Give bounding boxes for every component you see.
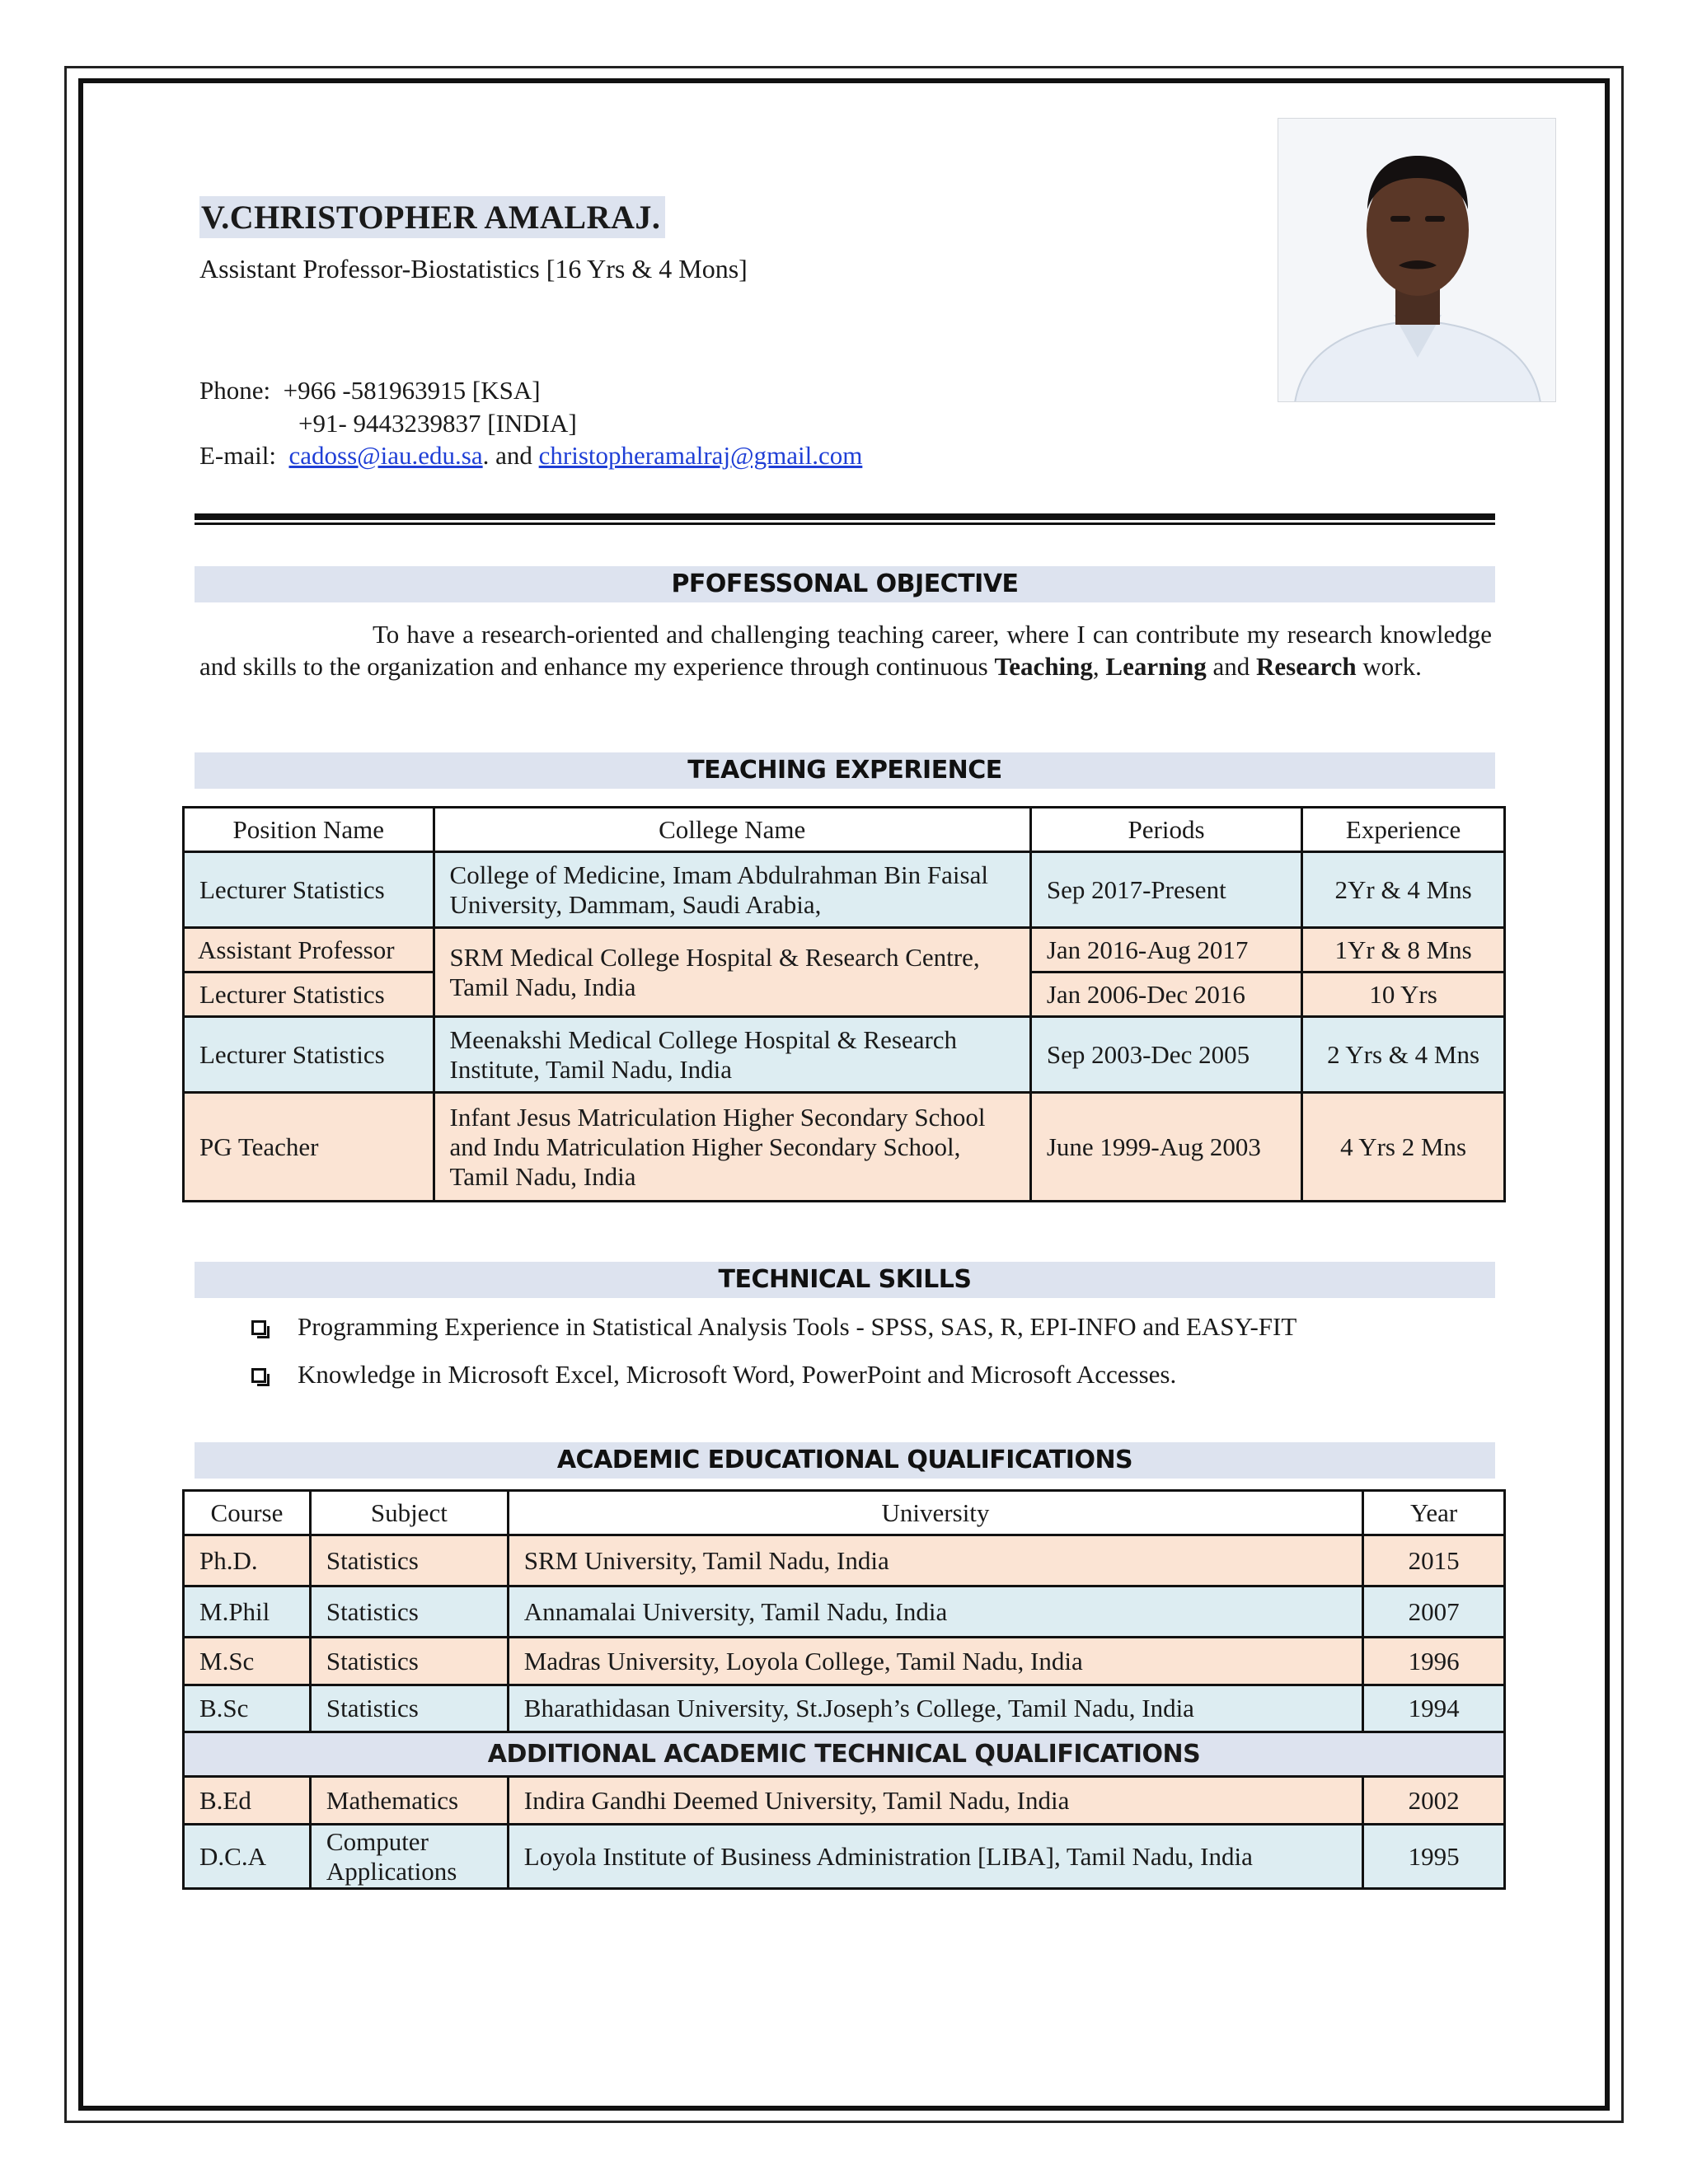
objective-sep-2: and: [1206, 652, 1256, 681]
table-row: [184, 1535, 1505, 1586]
header-divider: [195, 513, 1495, 520]
phone-ksa: +966 -581963915 [KSA]: [283, 376, 541, 405]
table-row: [184, 1825, 1505, 1889]
table-row: [184, 928, 1505, 972]
cell-period: June 1999-Aug 2003: [1030, 1093, 1301, 1202]
candidate-name: V.CHRISTOPHER AMALRAJ.: [199, 196, 665, 238]
cell-subject: Statistics: [310, 1586, 508, 1638]
cell-year: 1995: [1363, 1825, 1505, 1889]
cell-experience: 4 Yrs 2 Mns: [1302, 1093, 1505, 1202]
header-year: Year: [1363, 1491, 1505, 1535]
table-row: [184, 1586, 1505, 1638]
cell-experience: 1Yr & 8 Mns: [1302, 928, 1505, 972]
objective-end: work.: [1356, 652, 1422, 681]
cell-period: Sep 2017-Present: [1030, 852, 1301, 928]
cell-university: Bharathidasan University, St.Joseph’s College, Tamil Nadu, India: [508, 1685, 1362, 1732]
header-experience: Experience: [1302, 808, 1505, 852]
phone-india: +91- 9443239837 [INDIA]: [298, 409, 577, 438]
section-teaching-heading: TEACHING EXPERIENCE: [195, 752, 1495, 789]
cell-subject: Statistics: [310, 1535, 508, 1586]
cell-subject: Mathematics: [310, 1777, 508, 1825]
email-label: E-mail:: [199, 441, 276, 470]
cell-position: Lecturer Statistics: [184, 1017, 434, 1093]
cell-college: Meenakshi Medical College Hospital & Research Institute, Tamil Nadu, India: [434, 1017, 1030, 1093]
cell-course: Ph.D.: [184, 1535, 311, 1586]
cell-course: D.C.A: [184, 1825, 311, 1889]
objective-learning: Learning: [1105, 652, 1207, 681]
objective-paragraph: [199, 618, 1492, 682]
email-line: [199, 441, 862, 471]
skills-list: [251, 1312, 1296, 1408]
header-university: University: [508, 1491, 1362, 1535]
skill-text: Knowledge in Microsoft Excel, Microsoft Word, PowerPoint and Microsoft Accesses.: [298, 1360, 1177, 1389]
cell-university: Loyola Institute of Business Administration [LIBA], Tamil Nadu, India: [508, 1825, 1362, 1889]
table-row: [184, 1093, 1505, 1202]
cell-position: PG Teacher: [184, 1093, 434, 1202]
checkbox-bullet-icon: [251, 1320, 266, 1335]
cell-period: Jan 2016-Aug 2017: [1030, 928, 1301, 972]
cell-year: 2007: [1363, 1586, 1505, 1638]
cell-subject: Statistics: [310, 1638, 508, 1685]
table-row: [184, 1017, 1505, 1093]
phone-line-1: [199, 376, 541, 405]
cell-period: Jan 2006-Dec 2016: [1030, 972, 1301, 1017]
profile-photo: [1278, 118, 1556, 402]
objective-sep-1: ,: [1092, 652, 1106, 681]
email-link-2[interactable]: christopheramalraj@gmail.com: [538, 441, 863, 470]
objective-research: Research: [1255, 652, 1357, 681]
section-objective-heading: PFOFESSONAL OBJECTIVE: [195, 566, 1495, 602]
cell-course: M.Sc: [184, 1638, 311, 1685]
table-header-row: [184, 1491, 1505, 1535]
cell-university: Indira Gandhi Deemed University, Tamil Nadu, India: [508, 1777, 1362, 1825]
list-item: [251, 1360, 1296, 1408]
candidate-designation: Assistant Professor-Biostatistics [16 Yrs & 4 Mons]: [199, 254, 748, 284]
checkbox-bullet-icon: [251, 1368, 266, 1383]
header-periods: Periods: [1030, 808, 1301, 852]
table-row: [184, 1638, 1505, 1685]
cell-experience: 2Yr & 4 Mns: [1302, 852, 1505, 928]
cell-year: 2015: [1363, 1535, 1505, 1586]
section-academic-heading: ACADEMIC EDUCATIONAL QUALIFICATIONS: [195, 1442, 1495, 1479]
cell-course: M.Phil: [184, 1586, 311, 1638]
cell-course: B.Sc: [184, 1685, 311, 1732]
teaching-experience-table: [182, 806, 1506, 1202]
cell-experience: 2 Yrs & 4 Mns: [1302, 1017, 1505, 1093]
table-header-row: [184, 808, 1505, 852]
cell-position: Assistant Professor: [184, 928, 434, 972]
table-row: [184, 1685, 1505, 1732]
objective-text: To have a research-oriented and challenging teaching career, where I can contribute my research knowledge and skills to the organization and enhance my experience through continuous: [199, 620, 1492, 681]
section-additional-heading: ADDITIONAL ACADEMIC TECHNICAL QUALIFICATIONS: [184, 1732, 1505, 1777]
cell-year: 1994: [1363, 1685, 1505, 1732]
list-item: [251, 1312, 1296, 1360]
cell-college: SRM Medical College Hospital & Research Centre, Tamil Nadu, India: [434, 928, 1030, 1017]
header-divider-thin: [195, 523, 1495, 525]
header-course: Course: [184, 1491, 311, 1535]
cell-university: SRM University, Tamil Nadu, India: [508, 1535, 1362, 1586]
cell-position: Lecturer Statistics: [184, 972, 434, 1017]
header-college: College Name: [434, 808, 1030, 852]
cell-subject: Statistics: [310, 1685, 508, 1732]
cell-college: Infant Jesus Matriculation Higher Secondary School and Indu Matriculation Higher Secondary School, Tamil Nadu, India: [434, 1093, 1030, 1202]
section-skills-heading: TECHNICAL SKILLS: [195, 1262, 1495, 1298]
cell-subject: Computer Applications: [310, 1825, 508, 1889]
cell-experience: 10 Yrs: [1302, 972, 1505, 1017]
cell-position: Lecturer Statistics: [184, 852, 434, 928]
skill-text: Programming Experience in Statistical Analysis Tools - SPSS, SAS, R, EPI-INFO and EASY-FIT: [298, 1312, 1297, 1341]
cell-year: 1996: [1363, 1638, 1505, 1685]
header-subject: Subject: [310, 1491, 508, 1535]
table-row: [184, 1777, 1505, 1825]
phone-label: Phone:: [199, 376, 271, 405]
cell-university: Madras University, Loyola College, Tamil Nadu, India: [508, 1638, 1362, 1685]
email-separator: . and: [482, 441, 532, 470]
cell-college: College of Medicine, Imam Abdulrahman Bin Faisal University, Dammam, Saudi Arabia,: [434, 852, 1030, 928]
header-position: Position Name: [184, 808, 434, 852]
table-row: [184, 852, 1505, 928]
table-subheading-row: [184, 1732, 1505, 1777]
phone-line-2: [298, 409, 577, 438]
education-table: [182, 1489, 1506, 1890]
objective-teaching: Teaching: [994, 652, 1093, 681]
cell-year: 2002: [1363, 1777, 1505, 1825]
cell-course: B.Ed: [184, 1777, 311, 1825]
email-link-1[interactable]: cadoss@iau.edu.sa: [288, 441, 483, 470]
cell-university: Annamalai University, Tamil Nadu, India: [508, 1586, 1362, 1638]
cell-period: Sep 2003-Dec 2005: [1030, 1017, 1301, 1093]
